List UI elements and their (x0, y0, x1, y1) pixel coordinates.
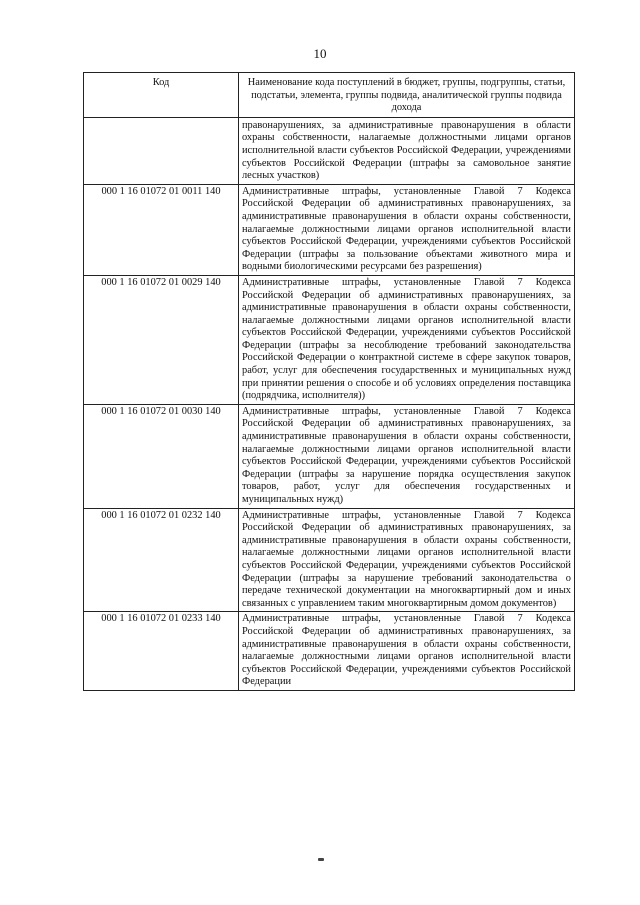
table-row-continuation (84, 117, 575, 184)
row-code: 000 1 16 01072 01 0232 140 (84, 508, 239, 612)
row-description: Административные штрафы, установленные Главой 7 Кодекса Российской Федерации об административных правонарушениях, за административные правонарушения в области охраны собственности, налагаемые должностными лицами органов исполнительной власти субъектов Российской Федерации, учреждениями субъектов Российской Федерации (штрафы за нарушение порядка осуществления закупок товаров, работ, услуг для обеспечения государственных и муниципальных нужд) (239, 404, 575, 508)
table-row (84, 404, 575, 508)
budget-codes-table (83, 72, 575, 691)
row-description: Административные штрафы, установленные Главой 7 Кодекса Российской Федерации об административных правонарушениях, за административные правонарушения в области охраны собственности, налагаемые должностными лицами органов исполнительной власти субъектов Российской Федерации, учреждениями субъектов Российской Федерации (штрафы за нарушение требований законодательства о передаче технической документации на многоквартирный дом и иных связанных с управлением таким многоквартирным домом документов) (239, 508, 575, 612)
scan-mark (318, 858, 324, 861)
row-code: 000 1 16 01072 01 0030 140 (84, 404, 239, 508)
header-code: Код (84, 73, 239, 118)
table-row (84, 275, 575, 404)
row-code: 000 1 16 01072 01 0029 140 (84, 275, 239, 404)
table-row (84, 612, 575, 691)
table-row (84, 508, 575, 612)
row-code: 000 1 16 01072 01 0011 140 (84, 184, 239, 275)
continuation-text: правонарушениях, за административные правонарушения в области охраны собственности, налагаемые должностными лицами органов исполнительной власти субъектов Российской Федерации, учреждениями субъектов Российской Федерации (штрафы за самовольное занятие лесных участков) (239, 117, 575, 184)
row-description: Административные штрафы, установленные Главой 7 Кодекса Российской Федерации об административных правонарушениях, за административные правонарушения в области охраны собственности, налагаемые должностными лицами органов исполнительной власти субъектов Российской Федерации, учреждениями субъектов Российской Федерации (штрафы за пользование объектами животного мира и водными биологическими ресурсами без разрешения) (239, 184, 575, 275)
page-number: 10 (313, 46, 327, 61)
header-name: Наименование кода поступлений в бюджет, группы, подгруппы, статьи, подстатьи, элемента, группы подвида, аналитической группы подвида дохода (239, 73, 575, 118)
row-description: Административные штрафы, установленные Главой 7 Кодекса Российской Федерации об административных правонарушениях, за административные правонарушения в области охраны собственности, налагаемые должностными лицами органов исполнительной власти субъектов Российской Федерации, учреждениями субъектов Российской Федерации (239, 612, 575, 691)
row-description: Административные штрафы, установленные Главой 7 Кодекса Российской Федерации об административных правонарушениях, за административные правонарушения в области охраны собственности, налагаемые должностными лицами органов исполнительной власти субъектов Российской Федерации, учреждениями субъектов Российской Федерации (штрафы за несоблюдение требований законодательства Российской Федерации о контрактной системе в сфере закупок товаров, работ, услуг для обеспечения государственных и муниципальных нужд при принятии решения о способе и об условиях определения поставщика (подрядчика, исполнителя)) (239, 275, 575, 404)
table-row (84, 184, 575, 275)
row-code: 000 1 16 01072 01 0233 140 (84, 612, 239, 691)
continuation-code-cell (84, 117, 239, 184)
table-header-row (84, 73, 575, 118)
